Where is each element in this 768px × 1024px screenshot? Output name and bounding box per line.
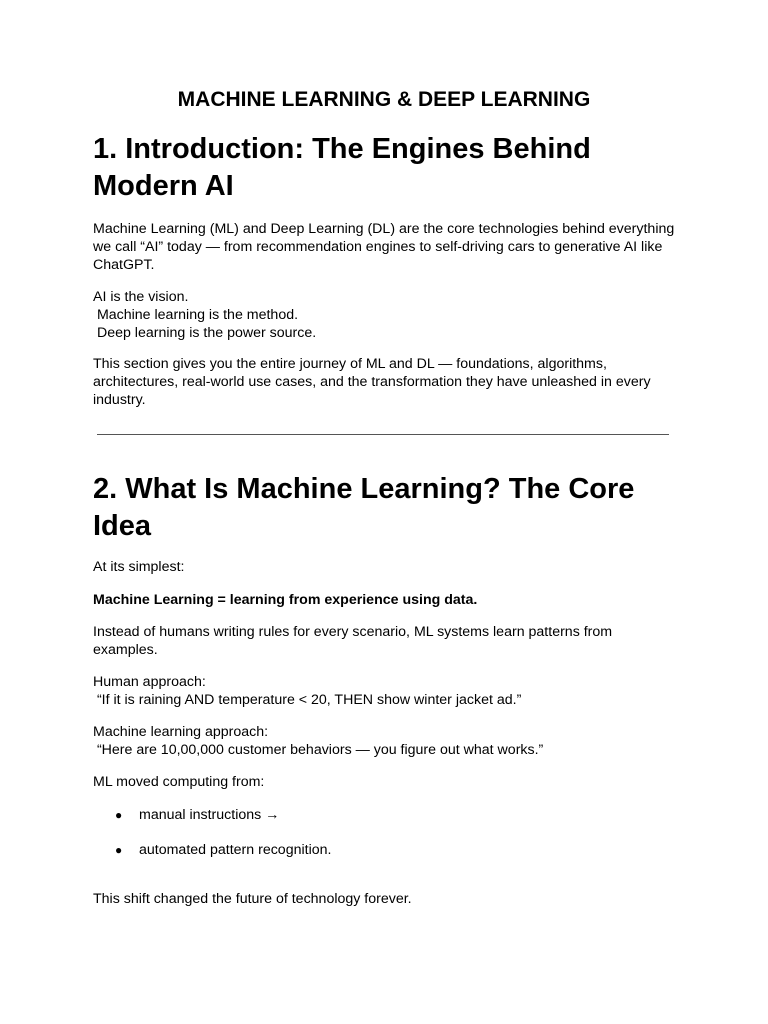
bullet-icon: ●	[115, 808, 123, 822]
section-1-heading	[93, 131, 653, 205]
list-item	[115, 807, 279, 825]
paragraph-line: At its simplest:	[93, 559, 185, 575]
section-1-heading-line-2: Modern AI	[93, 170, 234, 202]
horizontal-divider	[97, 434, 669, 435]
paragraph-line: Instead of humans writing rules for every scenario, ML systems learn patterns from	[93, 624, 613, 640]
paragraph-line: Machine learning approach:	[93, 724, 269, 740]
paragraph-line: This shift changed the future of technology forever.	[93, 891, 412, 907]
paragraph-line: we call “AI” today — from recommendation engines to self-driving cars to generative AI like	[93, 238, 663, 255]
section-1-paragraph-3	[93, 356, 683, 409]
list-item-text: manual instructions →	[139, 807, 280, 823]
paragraph-line: This section gives you the entire journey of ML and DL — foundations, algorithms,	[93, 356, 607, 372]
section-1-paragraph-2	[93, 289, 683, 342]
section-2-definition	[93, 592, 683, 610]
bullet-icon: ●	[115, 843, 123, 857]
section-2-instead-paragraph	[93, 624, 683, 660]
section-1-heading-line-1: 1. Introduction: The Engines Behind	[93, 133, 591, 165]
section-2-heading	[93, 471, 653, 545]
paragraph-line: architectures, real-world use cases, and the transformation they have unleashed in every	[93, 373, 651, 390]
section-2-shift-paragraph	[93, 891, 683, 909]
section-2-heading-line-2: Idea	[93, 510, 152, 542]
paragraph-line: AI is the vision.	[93, 289, 189, 305]
section-2-simplest	[93, 559, 683, 577]
paragraph-line: “Here are 10,00,000 customer behaviors — you figure out what works.”	[93, 741, 544, 758]
list-item	[115, 842, 331, 860]
paragraph-line: Machine learning is the method.	[93, 306, 299, 323]
document-title: MACHINE LEARNING & DEEP LEARNING	[177, 88, 591, 111]
paragraph-line: Machine Learning (ML) and Deep Learning (DL) are the core technologies behind everything	[93, 221, 675, 237]
list-item-text: automated pattern recognition.	[139, 842, 332, 858]
paragraph-line: ML moved computing from:	[93, 774, 265, 790]
section-1-paragraph-1	[93, 221, 683, 274]
paragraph-line: “If it is raining AND temperature < 20, THEN show winter jacket ad.”	[93, 691, 522, 708]
paragraph-line: Human approach:	[93, 674, 206, 690]
section-2-ml-approach	[93, 724, 683, 760]
paragraph-line: Machine Learning = learning from experience using data.	[93, 592, 478, 608]
paragraph-line: examples.	[93, 641, 158, 658]
paragraph-line: ChatGPT.	[93, 256, 155, 273]
section-2-human-approach	[93, 674, 683, 710]
section-2-heading-line-1: 2. What Is Machine Learning? The Core	[93, 473, 635, 505]
section-2-moved-paragraph	[93, 774, 683, 792]
paragraph-line: Deep learning is the power source.	[93, 324, 317, 341]
paragraph-line: industry.	[93, 391, 146, 408]
